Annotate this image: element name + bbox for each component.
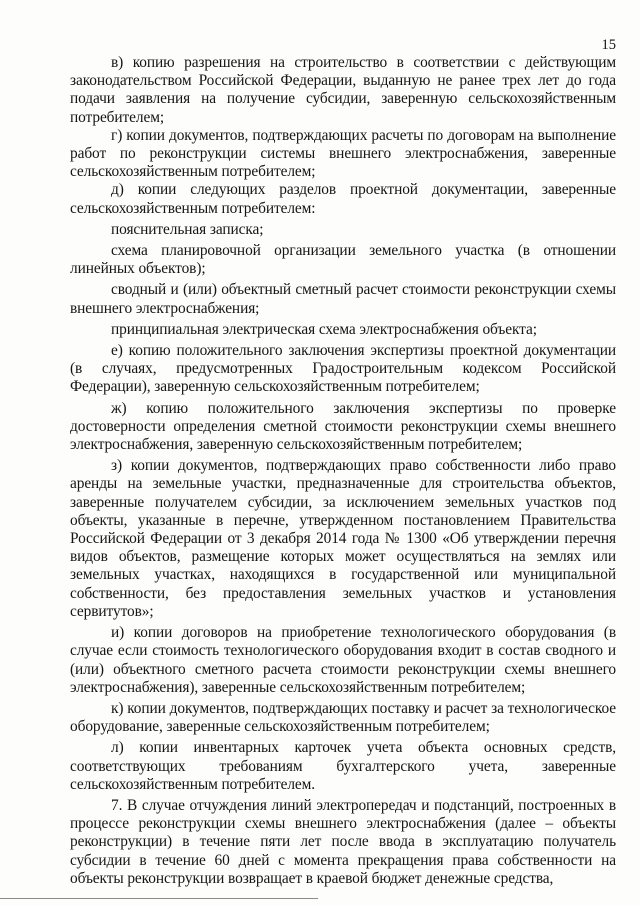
scan-edge-line (0, 898, 318, 899)
paragraph-item-g: г) копии документов, подтверждающих расчеты по договорам на выполнение работ по реконструкции системы внешнего электроснабжения, заверенные сельскохозяйственным потребителем; (70, 126, 616, 181)
paragraph-item-z: з) копии документов, подтверждающих право собственности либо право аренды на земельные участки, предназначенные для строительства объектов, заверенные получателем субсидии, за исключением земельных участков под объекты, указанные в перечне, утвержденном постановлением Правительства Российской Федерации от 3 декабря 2014 года № 1300 «Об утверждении перечня видов объектов, размещение которых может осуществляться на землях или земельных участках, находящихся в государственной или муниципальной собственности, без предоставления земельных участков и установления сервитутов»; (70, 457, 616, 620)
paragraph-item-d: д) копии следующих разделов проектной документации, заверенные сельскохозяйственным потребителем: (70, 181, 616, 217)
paragraph-estimate: сводный и (или) объектный сметный расчет стоимости реконструкции схемы внешнего электроснабжения; (70, 281, 616, 317)
document-body (70, 54, 616, 888)
paragraph-item-l: л) копии инвентарных карточек учета объекта основных средств, соответствующих требованиям бухгалтерского учета, заверенные сельскохозяйственным потребителем. (70, 739, 616, 793)
paragraph-item-zh: ж) копию положительного заключения экспертизы по проверке достоверности определения сметной стоимости реконструкции схемы внешнего электроснабжения, заверенную сельскохозяйственным потребителем; (70, 399, 616, 454)
paragraph-explanatory-note: пояснительная записка; (111, 220, 264, 238)
paragraph-item-k: к) копии документов, подтверждающих поставку и расчет за технологическое оборудование, заверенные сельскохозяйственным потребителем; (70, 699, 616, 736)
paragraph-land-plot-scheme: схема планировочной организации земельного участка (в отношении линейных объектов); (70, 242, 616, 278)
paragraph-electrical-scheme: принципиальная электрическая схема электроснабжения объекта; (111, 320, 537, 338)
page-number: 15 (601, 37, 616, 53)
paragraph-item-e: е) копию положительного заключения экспертизы проектной документации (в случаях, предусмотренных Градостроительным кодексом Российской Федерации), заверенную сельскохозяйственным потребителем; (70, 342, 616, 396)
paragraph-section-7: 7. В случае отчуждения линий электропередач и подстанций, построенных в процессе реконструкции схемы внешнего электроснабжения (далее – объекты реконструкции) в течение пяти лет после ввода в эксплуатацию получатель субсидии в течение 60 дней с момента прекращения права собственности на объекты реконструкции возвращает в краевой бюджет денежные средства, (70, 796, 616, 887)
paragraph-item-v: в) копию разрешения на строительство в соответствии с действующим законодательством Российской Федерации, выданную не ранее трех лет до года подачи заявления на получение субсидии, заверенную сельскохозяйственным потребителем; (70, 54, 616, 126)
paragraph-item-i: и) копии договоров на приобретение технологического оборудования (в случае если стоимость технологического оборудования входит в состав сводного и (или) объектного сметного расчета стоимости реконструкции схемы внешнего электроснабжения), заверенные сельскохозяйственным потребителем; (70, 624, 616, 696)
